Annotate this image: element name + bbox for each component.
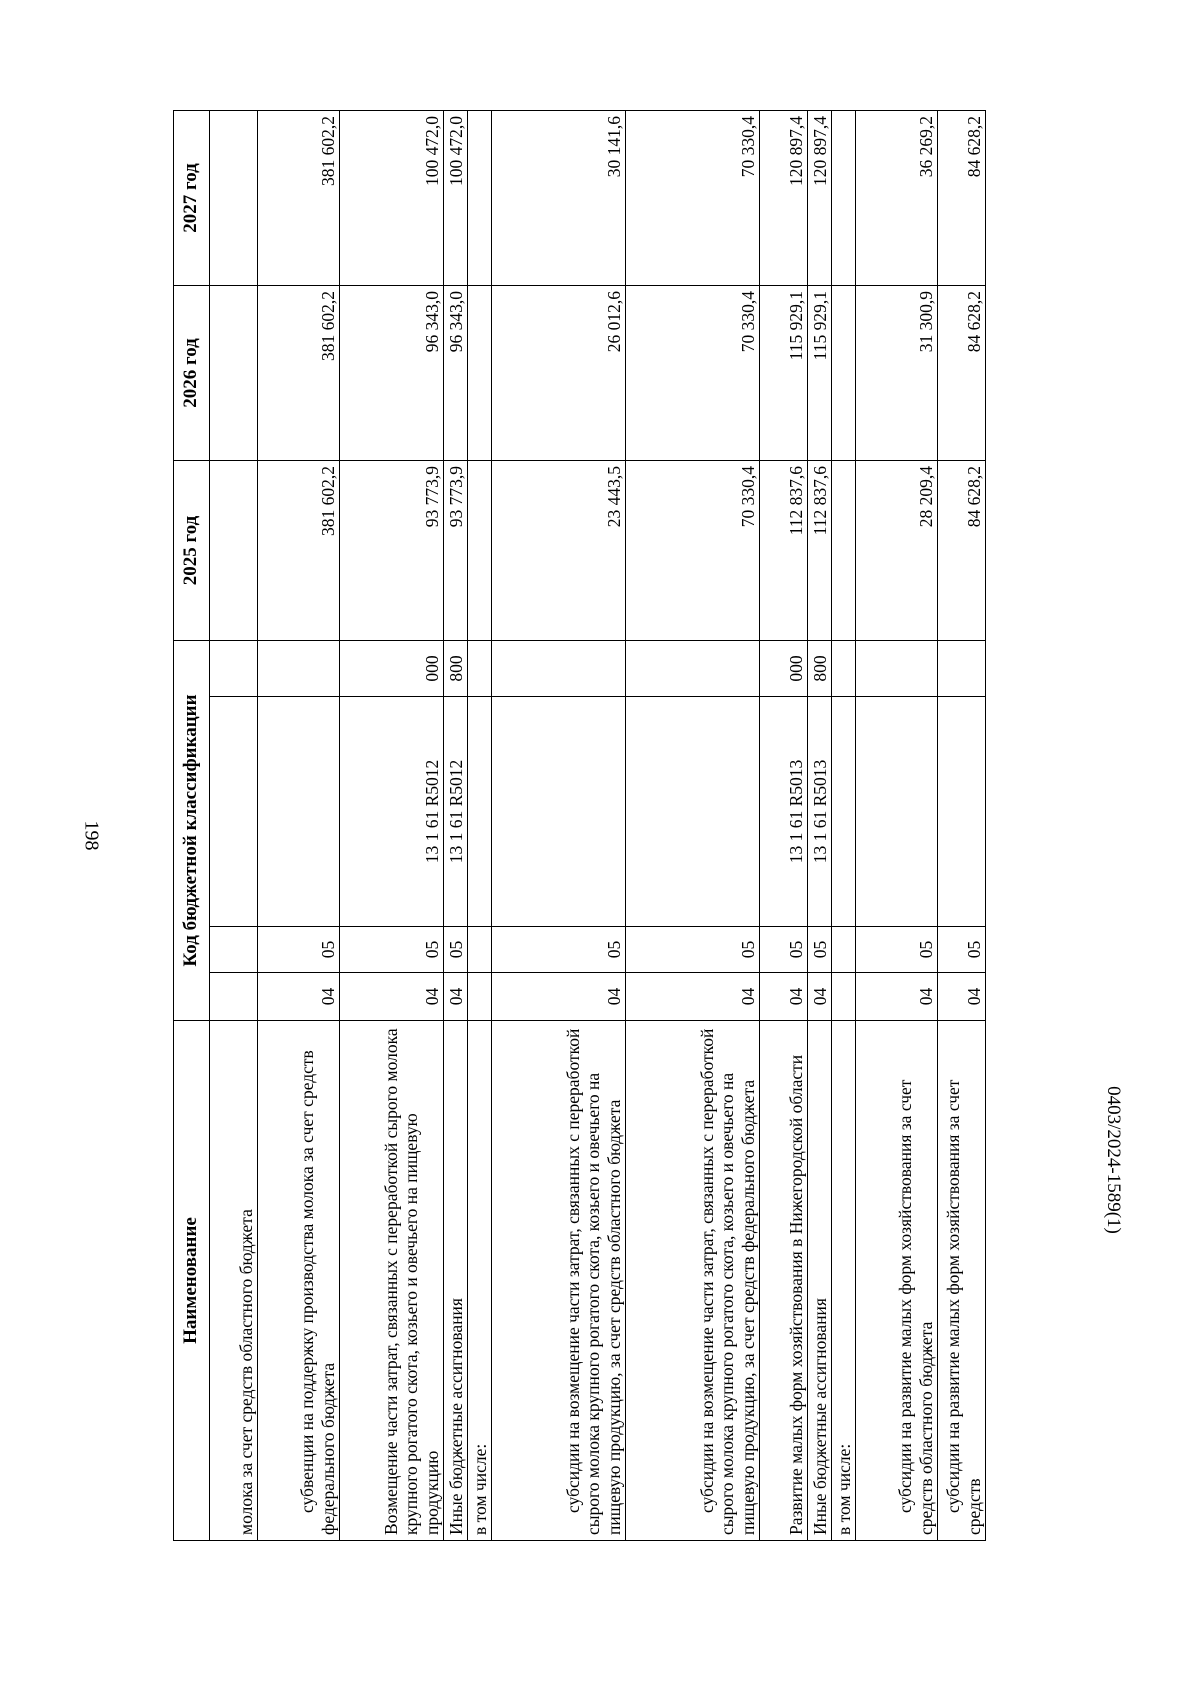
code-subsection-cell: 05 (626, 927, 760, 973)
value-2027-cell: 36 269,2 (856, 110, 938, 285)
code-expense-type-cell (492, 640, 626, 696)
code-target-cell: 13 1 61 R5012 (340, 697, 444, 927)
code-subsection-cell (210, 927, 258, 973)
code-section-cell: 04 (808, 973, 832, 1021)
code-subsection-cell: 05 (760, 927, 808, 973)
code-target-cell: 13 1 61 R5012 (444, 697, 468, 927)
code-target-cell (856, 697, 938, 927)
page-number (76, 800, 106, 870)
code-expense-type-cell (468, 640, 492, 696)
value-2025-cell: 112 837,6 (808, 460, 832, 640)
value-2027-cell: 120 897,4 (808, 110, 832, 285)
code-subsection-cell: 05 (258, 927, 340, 973)
value-2027-cell: 381 602,2 (258, 110, 340, 285)
value-2026-cell (832, 285, 856, 460)
budget-table (173, 110, 986, 1541)
code-expense-type-cell (626, 640, 760, 696)
table-row (210, 110, 258, 1540)
code-subsection-cell: 05 (856, 927, 938, 973)
row-name-cell: в том числе: (832, 1021, 856, 1541)
value-2026-cell: 96 343,0 (340, 285, 444, 460)
code-subsection-cell (468, 927, 492, 973)
code-section-cell: 04 (856, 973, 938, 1021)
value-2025-cell: 28 209,4 (856, 460, 938, 640)
code-target-cell (258, 697, 340, 927)
rotated-table-container (173, 111, 1053, 1541)
row-name-cell: субсидии на возмещение части затрат, связанных с переработкой сырого молока крупного рогатого скота, козьего и овечьего на пищевую продукцию, за счет средств федерального бюджета (626, 1021, 760, 1541)
row-name-cell: субсидии на развитие малых форм хозяйствования за счет средств (938, 1021, 986, 1541)
code-section-cell: 04 (760, 973, 808, 1021)
value-2025-cell: 23 443,5 (492, 460, 626, 640)
code-subsection-cell: 05 (444, 927, 468, 973)
value-2025-cell: 93 773,9 (340, 460, 444, 640)
row-name-cell: субвенции на поддержку производства молока за счет средств федерального бюджета (258, 1021, 340, 1541)
code-expense-type-cell: 000 (340, 640, 444, 696)
code-subsection-cell: 05 (340, 927, 444, 973)
value-2025-cell: 93 773,9 (444, 460, 468, 640)
value-2027-cell: 70 330,4 (626, 110, 760, 285)
table-row (938, 110, 986, 1540)
table-row (832, 110, 856, 1540)
row-name-cell: субсидии на возмещение части затрат, связанных с переработкой сырого молока крупного рогатого скота, козьего и овечьего на пищевую продукцию, за счет средств областного бюджета (492, 1021, 626, 1541)
table-row (760, 110, 808, 1540)
value-2025-cell (468, 460, 492, 640)
code-subsection-cell: 05 (938, 927, 986, 973)
code-subsection-cell: 05 (808, 927, 832, 973)
code-expense-type-cell: 800 (808, 640, 832, 696)
code-target-cell (938, 697, 986, 927)
value-2026-cell: 31 300,9 (856, 285, 938, 460)
table-header-row (174, 110, 210, 1540)
code-section-cell: 04 (258, 973, 340, 1021)
code-expense-type-cell (210, 640, 258, 696)
document-code (1096, 1010, 1130, 1310)
value-2027-cell (210, 110, 258, 285)
value-2025-cell (832, 460, 856, 640)
row-name-cell: молока за счет средств областного бюджета (210, 1021, 258, 1541)
code-section-cell: 04 (492, 973, 626, 1021)
code-expense-type-cell: 000 (760, 640, 808, 696)
value-2025-cell: 70 330,4 (626, 460, 760, 640)
value-2027-cell: 100 472,0 (444, 110, 468, 285)
value-2027-cell: 100 472,0 (340, 110, 444, 285)
code-section-cell: 04 (444, 973, 468, 1021)
row-name-cell: Иные бюджетные ассигнования (444, 1021, 468, 1541)
table-row (340, 110, 444, 1540)
header-budget-code: Код бюджетной классификации (174, 640, 210, 1020)
value-2026-cell (210, 285, 258, 460)
code-target-cell (492, 697, 626, 927)
code-expense-type-cell (938, 640, 986, 696)
row-name-cell: Развитие малых форм хозяйствования в Нижегородской области (760, 1021, 808, 1541)
table-row (468, 110, 492, 1540)
header-2025: 2025 год (174, 460, 210, 640)
row-name-cell: в том числе: (468, 1021, 492, 1541)
value-2026-cell: 115 929,1 (808, 285, 832, 460)
row-name-cell: Возмещение части затрат, связанных с переработкой сырого молока крупного рогатого скота, козьего и овечьего на пищевую продукцию (340, 1021, 444, 1541)
value-2027-cell (832, 110, 856, 285)
header-name: Наименование (174, 1021, 210, 1541)
table-row (444, 110, 468, 1540)
value-2027-cell: 84 628,2 (938, 110, 986, 285)
value-2025-cell: 381 602,2 (258, 460, 340, 640)
value-2027-cell: 120 897,4 (760, 110, 808, 285)
table-row (808, 110, 832, 1540)
document-code-text: 0403/2024-1589(1) (1103, 1086, 1125, 1234)
code-section-cell: 04 (626, 973, 760, 1021)
value-2026-cell: 70 330,4 (626, 285, 760, 460)
table-row (492, 110, 626, 1540)
code-subsection-cell: 05 (492, 927, 626, 973)
code-expense-type-cell (856, 640, 938, 696)
row-name-cell: Иные бюджетные ассигнования (808, 1021, 832, 1541)
code-subsection-cell (832, 927, 856, 973)
code-expense-type-cell: 800 (444, 640, 468, 696)
table-row (626, 110, 760, 1540)
code-target-cell (468, 697, 492, 927)
code-target-cell (210, 697, 258, 927)
value-2025-cell: 112 837,6 (760, 460, 808, 640)
code-section-cell (468, 973, 492, 1021)
code-section-cell: 04 (938, 973, 986, 1021)
table-body (210, 110, 986, 1540)
value-2027-cell: 30 141,6 (492, 110, 626, 285)
header-2027: 2027 год (174, 110, 210, 285)
value-2026-cell (468, 285, 492, 460)
code-target-cell (626, 697, 760, 927)
value-2026-cell: 381 602,2 (258, 285, 340, 460)
row-name-cell: субсидии на развитие малых форм хозяйствования за счет средств областного бюджета (856, 1021, 938, 1541)
value-2026-cell: 115 929,1 (760, 285, 808, 460)
code-expense-type-cell (832, 640, 856, 696)
value-2026-cell: 26 012,6 (492, 285, 626, 460)
code-expense-type-cell (258, 640, 340, 696)
value-2025-cell (210, 460, 258, 640)
code-section-cell (832, 973, 856, 1021)
value-2027-cell (468, 110, 492, 285)
code-target-cell (832, 697, 856, 927)
code-target-cell: 13 1 61 R5013 (808, 697, 832, 927)
header-2026: 2026 год (174, 285, 210, 460)
value-2026-cell: 96 343,0 (444, 285, 468, 460)
code-section-cell (210, 973, 258, 1021)
table-row (856, 110, 938, 1540)
table-row (258, 110, 340, 1540)
page-number-text: 198 (80, 820, 103, 850)
code-target-cell: 13 1 61 R5013 (760, 697, 808, 927)
value-2026-cell: 84 628,2 (938, 285, 986, 460)
code-section-cell: 04 (340, 973, 444, 1021)
value-2025-cell: 84 628,2 (938, 460, 986, 640)
